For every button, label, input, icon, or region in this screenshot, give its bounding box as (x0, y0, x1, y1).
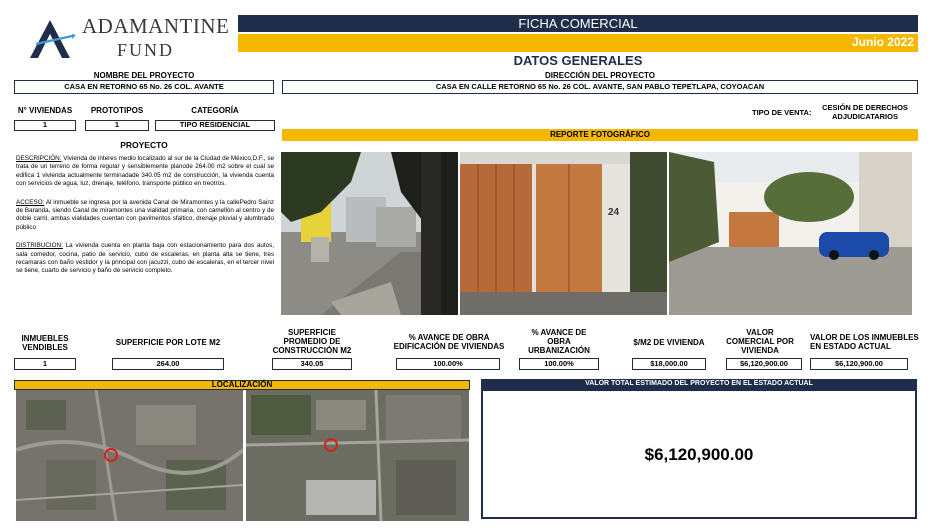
logo-text-primary: ADAMANTINE (82, 14, 230, 38)
location-band (14, 380, 470, 390)
metric-label-price-per-m2: $/M2 DE VIVIENDA (633, 338, 705, 347)
metric-label-saleable-units: INMUEBLES VENDIBLES (21, 334, 69, 352)
header-date-band (238, 34, 918, 52)
metric-value-price-per-m2: $18,000.00 (632, 358, 706, 370)
photo-report-band (282, 129, 918, 141)
photo-street-view (281, 152, 458, 315)
photo-facade-doors (460, 152, 667, 315)
total-value-amount: $6,120,900.00 (644, 445, 754, 464)
company-logo (22, 14, 230, 64)
total-value-band (481, 379, 917, 389)
document-title: FICHA COMERCIAL (518, 16, 638, 31)
sale-type-label: TIPO DE VENTA: (752, 108, 812, 117)
photo-house-exterior (669, 152, 912, 315)
access-text: Al inmueble se ingresa por la avenida Canal de Miramontes y la callePedro Sainz de Baranda, siendo Canal de miramontes una vialidad primaria, con camellón al centro y de doble carril, ambas vialidades cuentan con pavimentos sfaltico, drenaje pluvial y alumbrado público (16, 198, 274, 231)
prototypes-value: 1 (85, 120, 149, 131)
distribution-text: La vivienda cuenta en planta baja con estacionamiento para dos autos, sala comedor, cocina, patio de servicio, cubo de escaleras, en planta alta se tiene, tres recamaras con baño vestidor y la principal con jacuzzi, cubo de escaleras, en el tercer nivel se tiene, cuarto de servicio y baño de servicio completo. (16, 242, 274, 275)
project-section-label: PROYECTO (120, 140, 168, 150)
metric-label-commercial-value: VALOR COMERCIAL POR VIVIENDA (726, 328, 794, 355)
metric-label-lot-area: SUPERFICIE POR LOTE M2 (115, 338, 221, 347)
units-label: N° VIVIENDAS (17, 106, 73, 115)
logo-mark-icon (26, 18, 78, 60)
total-value-box (481, 389, 917, 519)
project-name-label: NOMBRE DEL PROYECTO (93, 71, 195, 80)
metric-value-saleable-units: 1 (14, 358, 76, 370)
description-heading: DESCRIPCIÓN: (16, 155, 62, 162)
project-name-value: CASA EN RETORNO 65 No. 26 COL. AVANTE (14, 80, 274, 94)
distribution-paragraph (16, 242, 274, 276)
project-address-label: DIRECCIÓN DEL PROYECTO (545, 71, 655, 80)
category-label: CATEGORÍA (191, 106, 239, 115)
access-heading: ACCESO: (16, 198, 45, 206)
units-value: 1 (14, 120, 76, 131)
metric-label-current-value: VALOR DE LOS INMUEBLES EN ESTADO ACTUAL (810, 333, 919, 351)
access-paragraph (16, 199, 274, 233)
door-number: 24 (608, 207, 620, 218)
metric-label-building-progress: % AVANCE DE OBRA EDIFICACIÓN DE VIVIENDAS (393, 333, 505, 351)
metric-value-lot-area: 264.00 (112, 358, 224, 370)
photo-report-label: REPORTE FOTOGRÁFICO (550, 130, 650, 139)
section-title: DATOS GENERALES (513, 53, 643, 68)
metric-label-urbanization-progress: % AVANCE DE OBRA URBANIZACIÓN (528, 328, 590, 355)
total-value-label: VALOR TOTAL ESTIMADO DEL PROYECTO EN EL ESTADO ACTUAL (585, 380, 813, 387)
metric-value-current-value: $6,120,900.00 (810, 358, 908, 370)
project-description (16, 155, 274, 276)
metric-value-construction-area: 340.05 (272, 358, 352, 370)
header-title-band (238, 15, 918, 32)
sale-type-value (815, 103, 915, 121)
metric-value-building-progress: 100.00% (396, 358, 500, 370)
report-date: Junio 2022 (851, 35, 914, 49)
description-text: Vivienda de interes medio localizado al sur de la Ciudad de México,D.F., se trata de un terreno de forma regular y sensiblemente planode 264.00 m2 sobre el cual se edifica 1 vivienda actualmente terminadade 340.05 m2 de construcción, la vivienda cuenta con servicios de agua, luz, drenaje, teléfono, transporte público en treotros. (16, 155, 274, 188)
sale-type-line-2: ADJUDICATARIOS (832, 112, 898, 121)
logo-text-secondary: FUND (117, 40, 175, 60)
metric-label-construction-area: SUPERFICIE PROMEDIO DE CONSTRUCCIÓN M2 (272, 328, 352, 355)
project-address-value: CASA EN CALLE RETORNO 65 No. 26 COL. AVANTE, SAN PABLO TEPETLAPA, COYOACAN (282, 80, 918, 94)
location-label: LOCALIZACIÓN (211, 380, 273, 389)
metric-value-urbanization-progress: 100.00% (519, 358, 599, 370)
location-map-close (246, 390, 469, 521)
sale-type-line-1: CESIÓN DE DERECHOS (822, 103, 908, 112)
category-value: TIPO RESIDENCIAL (155, 120, 275, 131)
prototypes-label: PROTOTIPOS (90, 106, 144, 115)
distribution-heading: DISTRIBUCION: (16, 242, 63, 250)
metric-value-commercial-value: $6,120,900.00 (726, 358, 802, 370)
description-paragraph (16, 155, 274, 189)
location-map-wide (16, 390, 243, 521)
